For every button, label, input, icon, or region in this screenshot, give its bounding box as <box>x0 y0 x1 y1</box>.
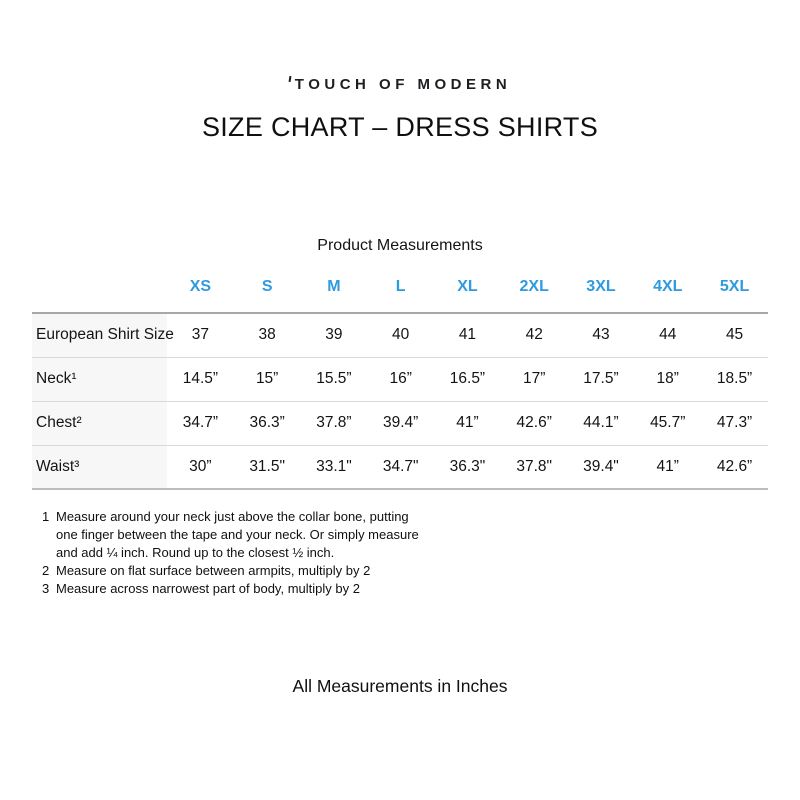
measurement-value: 41 <box>434 313 501 357</box>
size-header-4xl: 4XL <box>653 278 683 295</box>
measurement-value: 42.6” <box>701 445 768 489</box>
measurement-value: 45 <box>701 313 768 357</box>
table-row <box>32 445 768 489</box>
measurement-value: 37.8" <box>501 445 568 489</box>
footnote <box>42 508 428 562</box>
measurement-value: 36.3” <box>234 401 301 445</box>
row-label: Waist³ <box>32 445 167 489</box>
footnote-number: 1 <box>42 509 50 524</box>
size-header-3xl: 3XL <box>586 278 616 295</box>
footnote-text: Measure across narrowest part of body, multiply by 2 <box>56 581 360 596</box>
logo-tick-icon <box>288 76 291 82</box>
measurement-value: 45.7” <box>634 401 701 445</box>
size-header-xl: XL <box>457 278 478 295</box>
measurement-value: 36.3" <box>434 445 501 489</box>
footnote-text: Measure around your neck just above the collar bone, putting one finger between the tape and your neck. Or simply measure and add ¼ inch. Round up to the closest ½ inch. <box>56 509 419 560</box>
size-header-xs: XS <box>189 278 212 295</box>
footnotes-list <box>42 508 428 598</box>
brand-logo-text: TOUCH OF MODERN <box>294 76 512 93</box>
measurement-value: 38 <box>234 313 301 357</box>
page-title: SIZE CHART – DRESS SHIRTS <box>201 112 599 142</box>
measurement-value: 42.6” <box>501 401 568 445</box>
measurement-value: 18.5” <box>701 357 768 401</box>
size-header-s: S <box>261 278 273 295</box>
size-header-row <box>32 278 768 313</box>
footnote <box>42 562 428 580</box>
measurement-value: 16” <box>367 357 434 401</box>
footnote-number: 2 <box>42 563 50 578</box>
measurement-value: 42 <box>501 313 568 357</box>
measurement-value: 34.7” <box>167 401 234 445</box>
table-row <box>32 357 768 401</box>
bottom-note: All Measurements in Inches <box>292 676 508 696</box>
size-header-m: M <box>327 278 341 295</box>
row-label: Chest² <box>32 401 167 445</box>
measurement-value: 30” <box>167 445 234 489</box>
size-header-2xl: 2XL <box>519 278 549 295</box>
measurement-value: 39.4" <box>568 445 635 489</box>
measurement-value: 41” <box>634 445 701 489</box>
size-header-5xl: 5XL <box>719 278 750 295</box>
table-row <box>32 401 768 445</box>
footnote <box>42 580 428 598</box>
measurement-value: 15.5” <box>301 357 368 401</box>
size-header-spacer <box>32 278 167 313</box>
measurement-value: 16.5” <box>434 357 501 401</box>
measurement-value: 37 <box>167 313 234 357</box>
measurement-value: 47.3” <box>701 401 768 445</box>
footnote-text: Measure on flat surface between armpits, multiply by 2 <box>56 563 371 578</box>
table-row <box>32 313 768 357</box>
measurement-value: 18” <box>634 357 701 401</box>
measurement-value: 37.8” <box>301 401 368 445</box>
footnote-number: 3 <box>42 581 50 596</box>
measurement-value: 39.4” <box>367 401 434 445</box>
measurement-value: 33.1" <box>301 445 368 489</box>
measurement-value: 44 <box>634 313 701 357</box>
row-label: Neck¹ <box>32 357 167 401</box>
measurement-value: 17.5” <box>568 357 635 401</box>
size-header-l: L <box>395 278 406 295</box>
size-chart-header <box>32 278 768 313</box>
measurement-value: 40 <box>367 313 434 357</box>
table-caption: Product Measurements <box>317 237 483 254</box>
measurement-value: 43 <box>568 313 635 357</box>
size-chart-table <box>32 278 768 490</box>
measurement-value: 41” <box>434 401 501 445</box>
row-label: European Shirt Size <box>32 313 167 357</box>
measurement-value: 39 <box>301 313 368 357</box>
brand-logo <box>0 76 800 93</box>
measurements-tbody <box>32 313 768 489</box>
measurement-value: 15” <box>234 357 301 401</box>
measurement-value: 34.7" <box>367 445 434 489</box>
measurement-value: 44.1” <box>568 401 635 445</box>
measurement-value: 14.5” <box>167 357 234 401</box>
measurement-value: 17” <box>501 357 568 401</box>
measurement-value: 31.5" <box>234 445 301 489</box>
